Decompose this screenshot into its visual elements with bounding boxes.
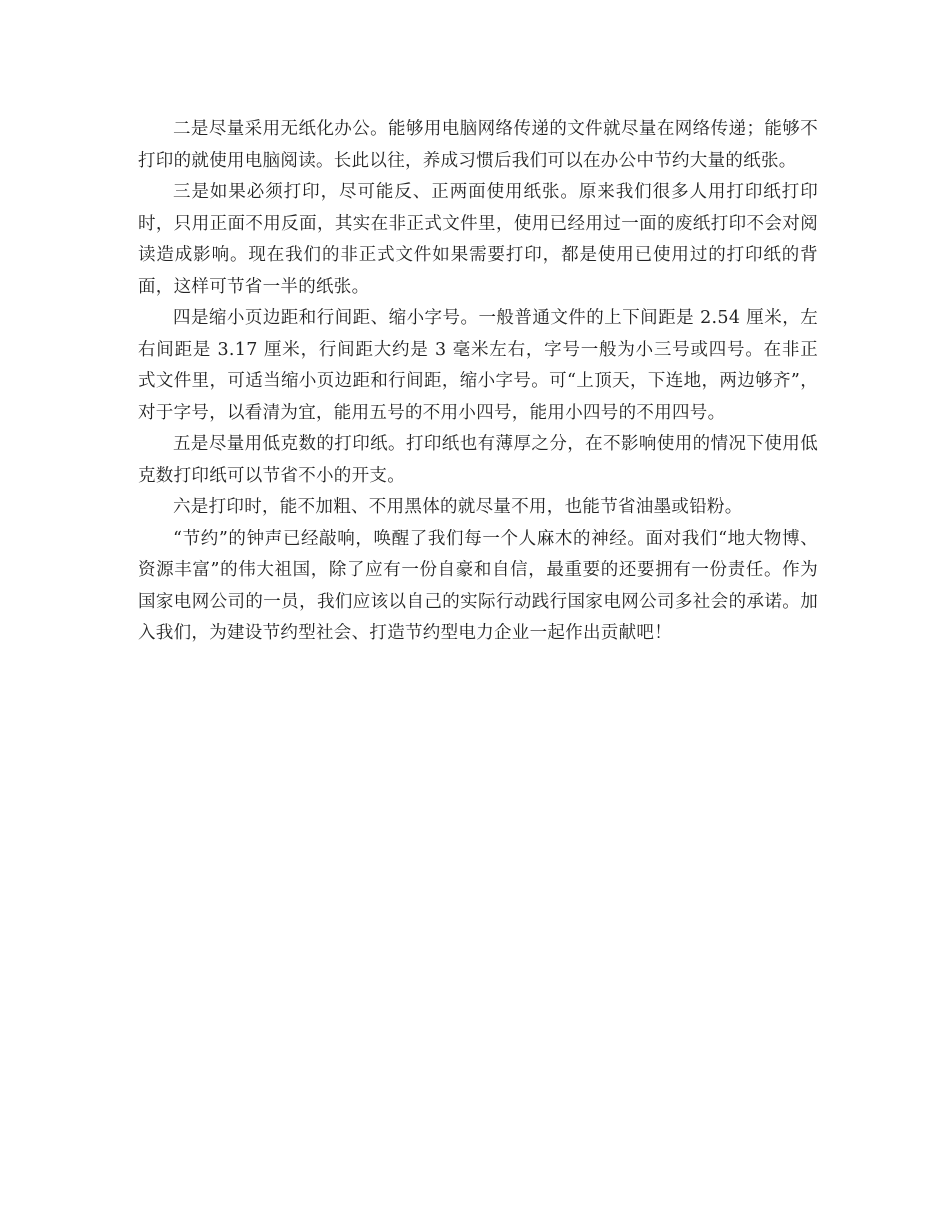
paragraph-reduce-margins: 四是缩小页边距和行间距、缩小字号。一般普通文件的上下间距是 2.54 厘米，左右间距是 3.17 厘米，行间距大约是 3 毫米左右，字号一般为小三号或四号。在非正式文件里，可适当缩小页边距和行间距，缩小字号。可“上顶天，下连地，两边够齐”，对于字号，以看清为宜，能用五号的不用小四号，能用小四号的不用四号。: [138, 308, 818, 423]
paragraph-no-bold: 六是打印时，能不加粗、不用黑体的就尽量不用，也能节省油墨或铅粉。: [173, 497, 743, 517]
paragraph-low-weight-paper: 五是尽量用低克数的打印纸。打印纸也有薄厚之分，在不影响使用的情况下使用低克数打印纸可以节省不小的开支。: [138, 434, 818, 486]
paragraph-paperless-office: 二是尽量采用无纸化办公。能够用电脑网络传递的文件就尽量在网络传递；能够不打印的就使用电脑阅读。长此以往，养成习惯后我们可以在办公中节约大量的纸张。: [138, 119, 818, 171]
paragraph-double-sided-printing: 三是如果必须打印，尽可能反、正两面使用纸张。原来我们很多人用打印纸打印时，只用正面不用反面，其实在非正式文件里，使用已经用过一面的废纸打印不会对阅读造成影响。现在我们的非正式文件如果需要打印，都是使用已使用过的打印纸的背面，这样可节省一半的纸张。: [138, 182, 818, 297]
paragraph-conclusion: “节约”的钟声已经敲响，唤醒了我们每一个人麻木的神经。面对我们“地大物博、资源丰富”的伟大祖国，除了应有一份自豪和自信，最重要的还要拥有一份责任。作为国家电网公司的一员，我们应该以自己的实际行动践行国家电网公司多社会的承诺。加入我们，为建设节约型社会、打造节约型电力企业一起作出贡献吧！: [138, 528, 818, 643]
document-body: [138, 114, 818, 650]
